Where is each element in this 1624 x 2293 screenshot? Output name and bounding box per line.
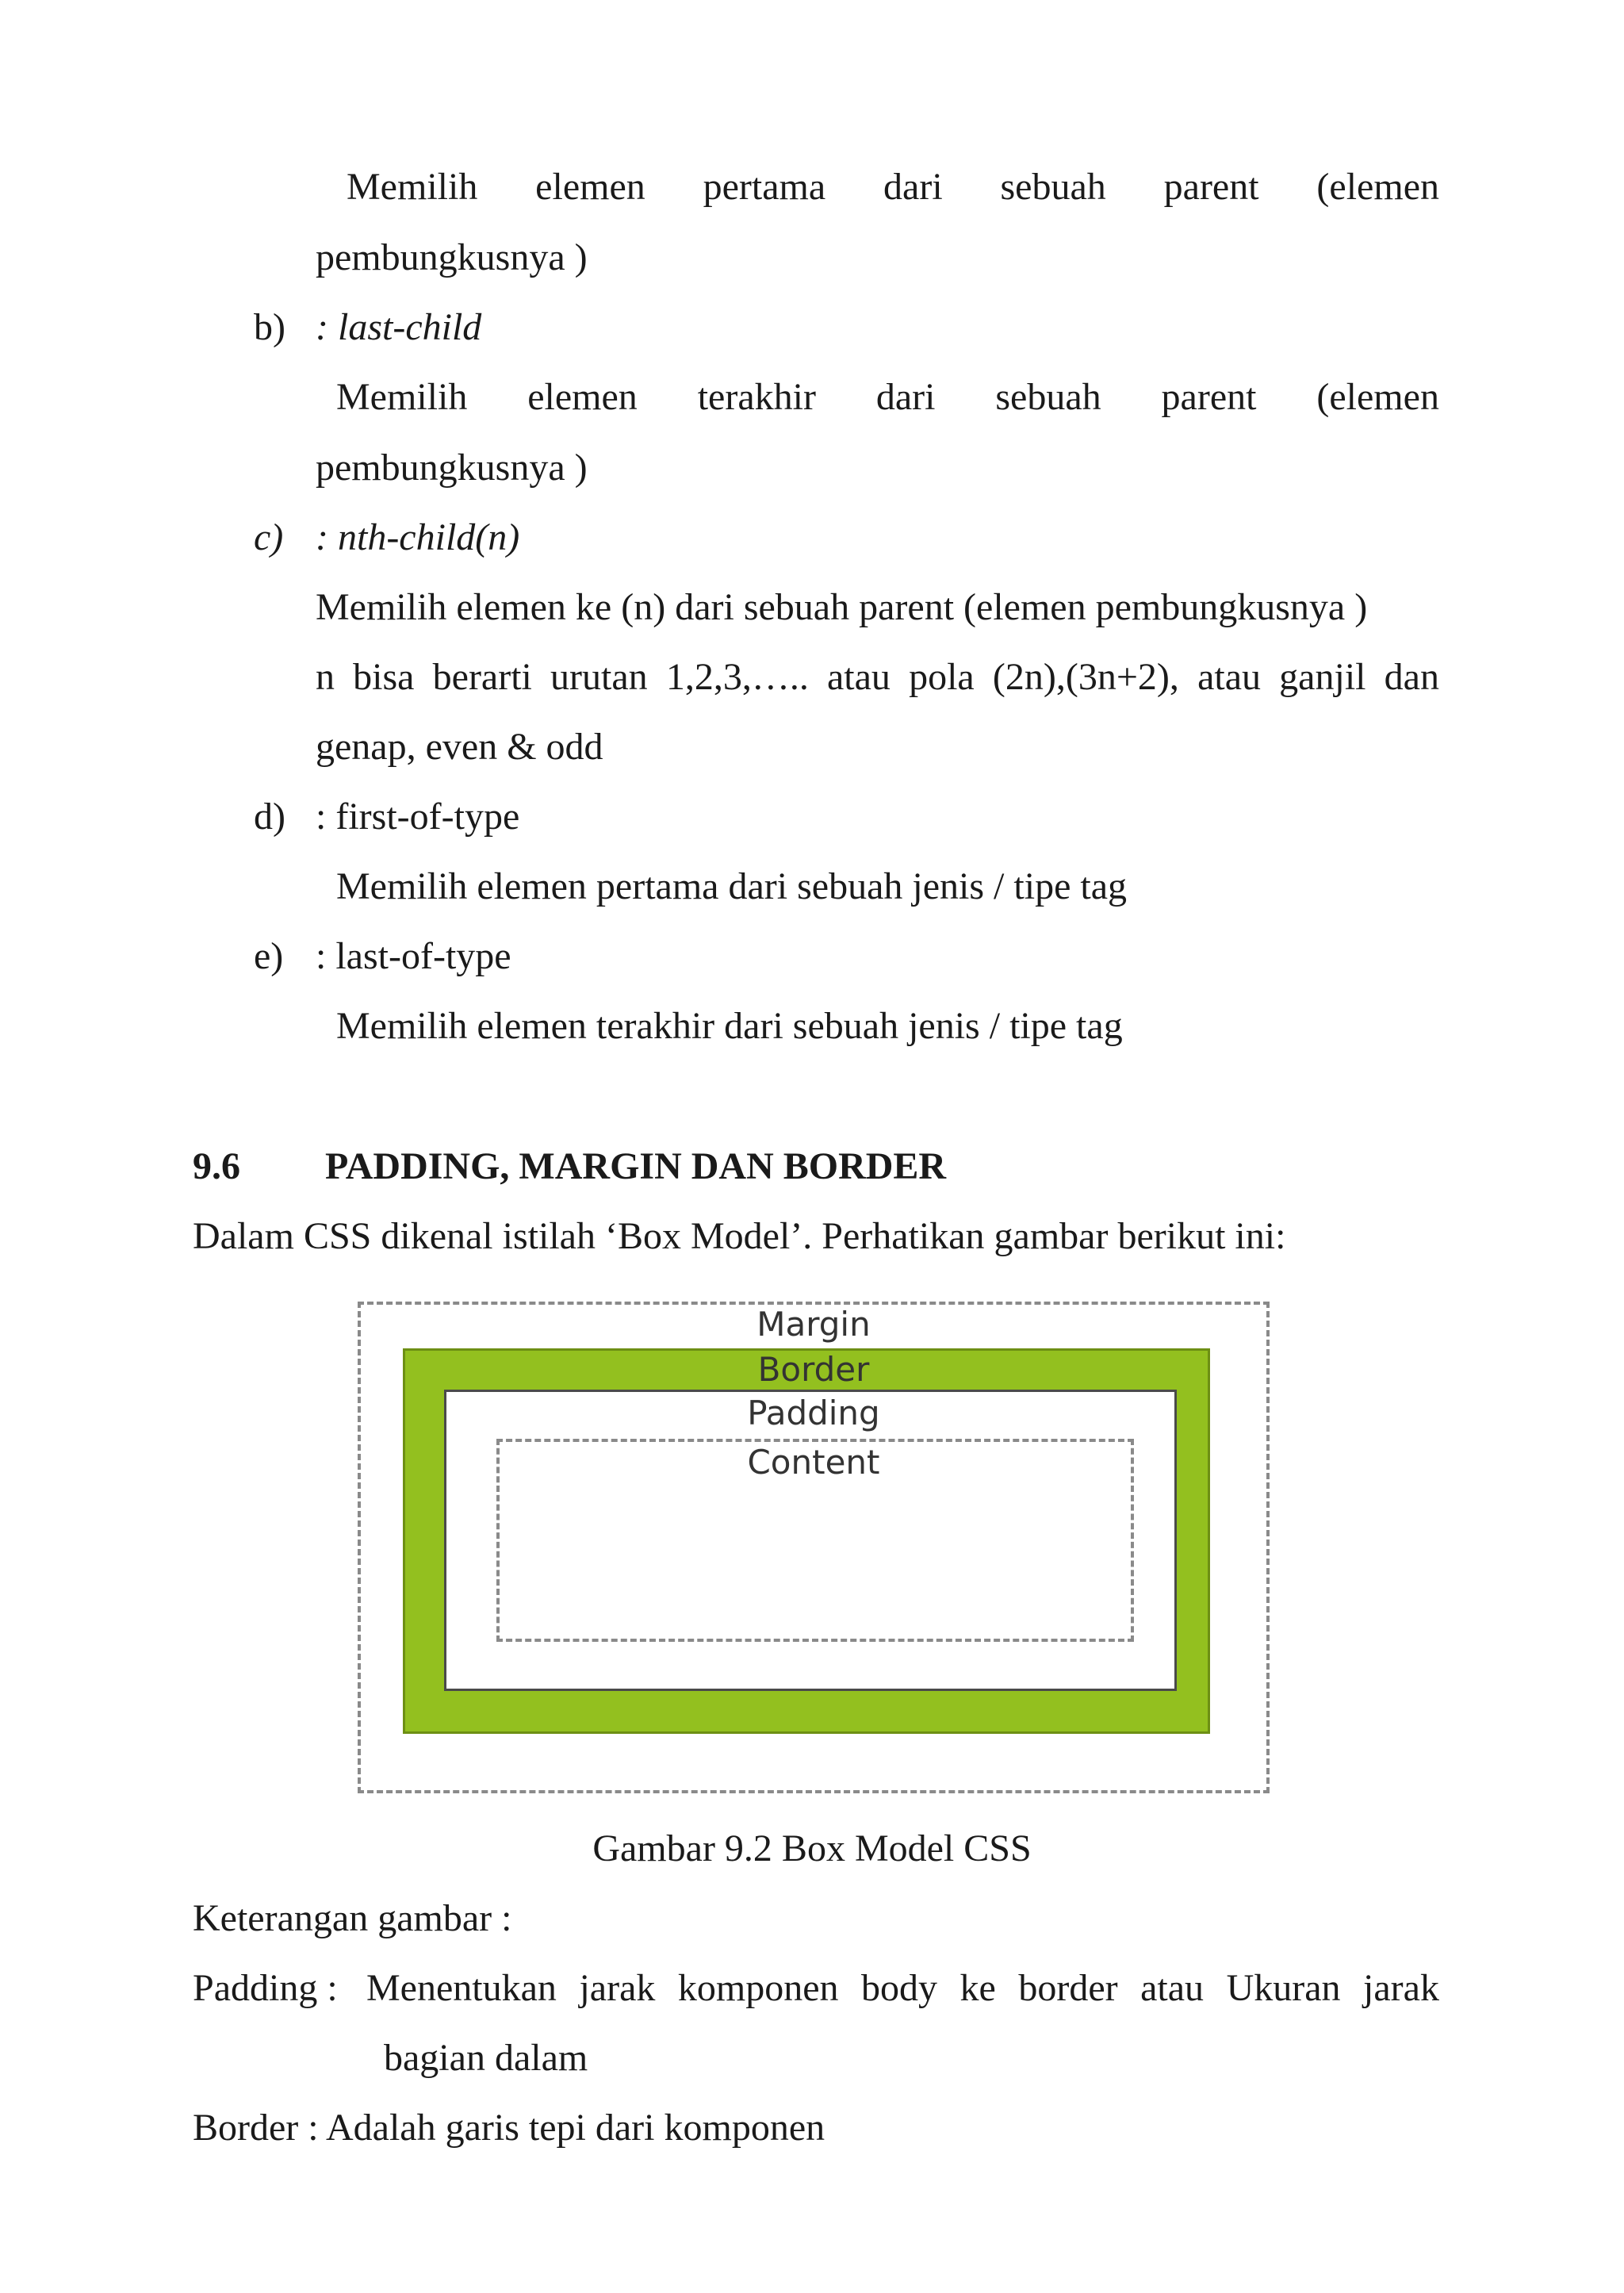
word: pola — [909, 656, 975, 698]
notes-heading: Keterangan gambar : — [193, 1897, 512, 1939]
list-d-marker: d) — [254, 796, 285, 838]
word: komponen — [677, 1967, 839, 2009]
section-intro: Dalam CSS dikenal istilah ‘Box Model’. Perhatikan gambar berikut ini: — [193, 1215, 1286, 1257]
list-c-description-line1: Memilih elemen ke (n) dari sebuah parent (elemen pembungkusnya ) — [316, 586, 1368, 628]
word: dan — [1384, 656, 1439, 698]
word: (2n),(3n+2), — [992, 656, 1179, 698]
word: jarak — [579, 1967, 656, 2009]
word: sebuah — [995, 376, 1101, 418]
word: parent — [1163, 166, 1259, 208]
word: sebuah — [1000, 166, 1106, 208]
word: dari — [875, 376, 936, 418]
list-b-term: : last-child — [316, 306, 482, 348]
word: urutan — [550, 656, 648, 698]
word: Memilih — [336, 376, 468, 418]
word: atau — [826, 656, 891, 698]
list-a-description-line1 — [347, 163, 1439, 211]
word: (elemen — [1316, 166, 1439, 208]
list-d-term: : first-of-type — [316, 796, 520, 838]
list-c-description-line3: genap, even & odd — [316, 726, 603, 768]
word: atau — [1140, 1967, 1205, 2009]
list-e-term: : last-of-type — [316, 935, 511, 977]
border-description: Border : Adalah garis tepi dari komponen — [193, 2107, 825, 2149]
word: ganjil — [1279, 656, 1366, 698]
figure-caption: Gambar 9.2 Box Model CSS — [592, 1827, 1032, 1869]
word: Memilih — [347, 166, 478, 208]
word: ke — [959, 1967, 996, 2009]
margin-label: Margin — [756, 1305, 871, 1344]
word: Menentukan — [366, 1967, 557, 2009]
word: 1,2,3,….. — [665, 656, 809, 698]
word: n — [316, 656, 335, 698]
list-c-marker: c) — [254, 516, 284, 558]
word: body — [861, 1967, 938, 2009]
list-d-description: Memilih elemen pertama dari sebuah jenis / tipe tag — [336, 865, 1128, 907]
word: berarti — [432, 656, 532, 698]
word: elemen — [535, 166, 645, 208]
word: elemen — [527, 376, 638, 418]
list-e-description: Memilih elemen terakhir dari sebuah jenis / tipe tag — [336, 1005, 1123, 1047]
padding-label: Padding — [747, 1394, 880, 1432]
word: border — [1018, 1967, 1118, 2009]
section-number: 9.6 — [193, 1145, 240, 1187]
word: dari — [883, 166, 943, 208]
list-b-marker: b) — [254, 306, 285, 348]
word: terakhir — [697, 376, 816, 418]
section-title: PADDING, MARGIN DAN BORDER — [325, 1145, 947, 1187]
word: pertama — [703, 166, 826, 208]
list-b-description-line2: pembungkusnya ) — [316, 447, 588, 489]
word: (elemen — [1316, 376, 1439, 418]
border-label: Border — [757, 1350, 870, 1389]
word: Ukuran — [1226, 1967, 1341, 2009]
list-c-description-line2 — [316, 654, 1439, 701]
list-e-marker: e) — [254, 935, 284, 977]
padding-description-line1 — [366, 1965, 1439, 2012]
word: atau — [1197, 656, 1262, 698]
word: jarak — [1363, 1967, 1439, 2009]
padding-description-line2: bagian dalam — [384, 2037, 588, 2079]
list-c-term: : nth-child(n) — [316, 516, 520, 558]
content-label: Content — [747, 1443, 880, 1482]
list-a-description-line2: pembungkusnya ) — [316, 236, 588, 278]
list-b-description-line1 — [336, 374, 1439, 421]
word: bisa — [353, 656, 415, 698]
padding-term: Padding : — [193, 1967, 338, 2009]
word: parent — [1161, 376, 1257, 418]
